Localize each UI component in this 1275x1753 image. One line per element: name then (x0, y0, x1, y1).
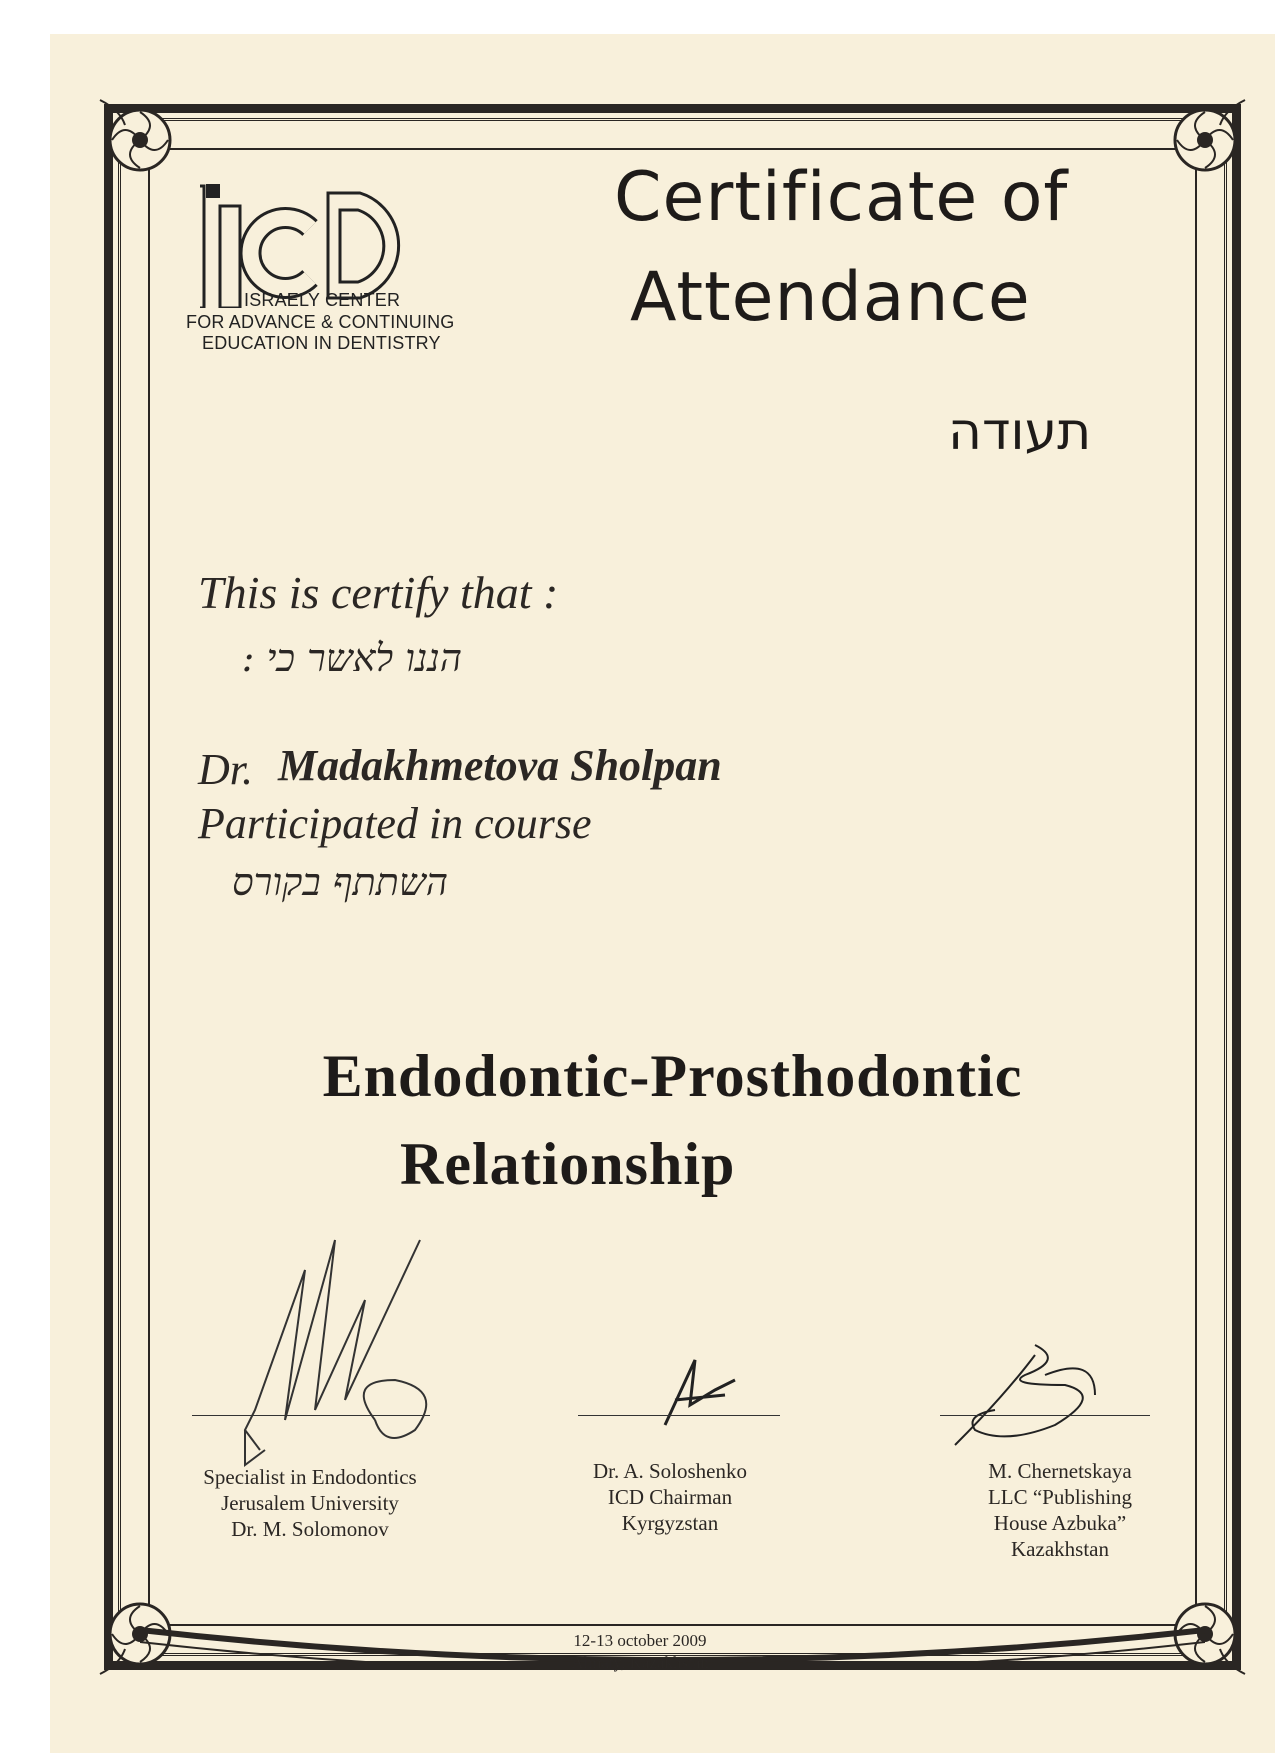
title-line-1: Certificate of (614, 158, 1069, 237)
signature-line (578, 1415, 780, 1416)
corner-ornament-icon (1155, 90, 1255, 190)
signatory-2-line: ICD Chairman (607, 1485, 733, 1509)
signatory-2-line: Kyrgyzstan (621, 1511, 719, 1535)
signatory-1-line: Dr. M. Solomonov (231, 1517, 389, 1541)
signatory-1 (160, 1464, 460, 1542)
certify-hebrew: הננו לאשר כי : (241, 636, 462, 680)
logo-line-3: EDUCATION IN DENTISTRY (202, 333, 441, 353)
signatory-3-line: M. Chernetskaya (988, 1459, 1132, 1483)
title-line-2: Attendance (630, 258, 1031, 337)
course-title-line-1: Endodontic-Prosthodontic (322, 1043, 1023, 1109)
participated-hebrew: השתתף בקורס (232, 860, 448, 904)
signature-line (192, 1415, 430, 1416)
participated-text: Participated in course (198, 799, 592, 848)
icd-logo (186, 178, 530, 398)
signatory-2-line: Dr. A. Soloshenko (592, 1459, 747, 1483)
signature-soloshenko (655, 1350, 745, 1430)
signatory-3-line: Kazakhstan (1011, 1537, 1109, 1561)
corner-ornament-icon (90, 90, 190, 190)
signatory-3-line: LLC “Publishing (987, 1485, 1133, 1509)
signature-solomonov (225, 1180, 455, 1470)
course-date: 12-13 october 2009 (573, 1631, 707, 1650)
signatory-1-line: Jerusalem University (221, 1491, 399, 1515)
title-hebrew: תעודה (948, 402, 1092, 462)
logo-line-2: FOR ADVANCE & CONTINUING (186, 312, 455, 332)
signature-chernetskaya (945, 1335, 1115, 1450)
logo-line-1: ISRAELY CENTER (244, 290, 401, 310)
certify-text: This is certify that : (198, 567, 559, 618)
recipient-name: Madakhmetova Sholpan (278, 741, 722, 790)
course-title-line-2: Relationship (400, 1131, 736, 1197)
signatory-3-line: House Azbuka” (993, 1511, 1127, 1535)
course-place: Almaty, Kazakhstan (571, 1653, 709, 1672)
signatory-3 (910, 1458, 1210, 1562)
signatory-2 (530, 1458, 810, 1536)
icd-logo-mark-icon (200, 178, 410, 308)
signatory-1-line: Specialist in Endodontics (203, 1465, 417, 1489)
recipient-prefix: Dr. (198, 745, 254, 794)
signature-line (940, 1415, 1150, 1416)
